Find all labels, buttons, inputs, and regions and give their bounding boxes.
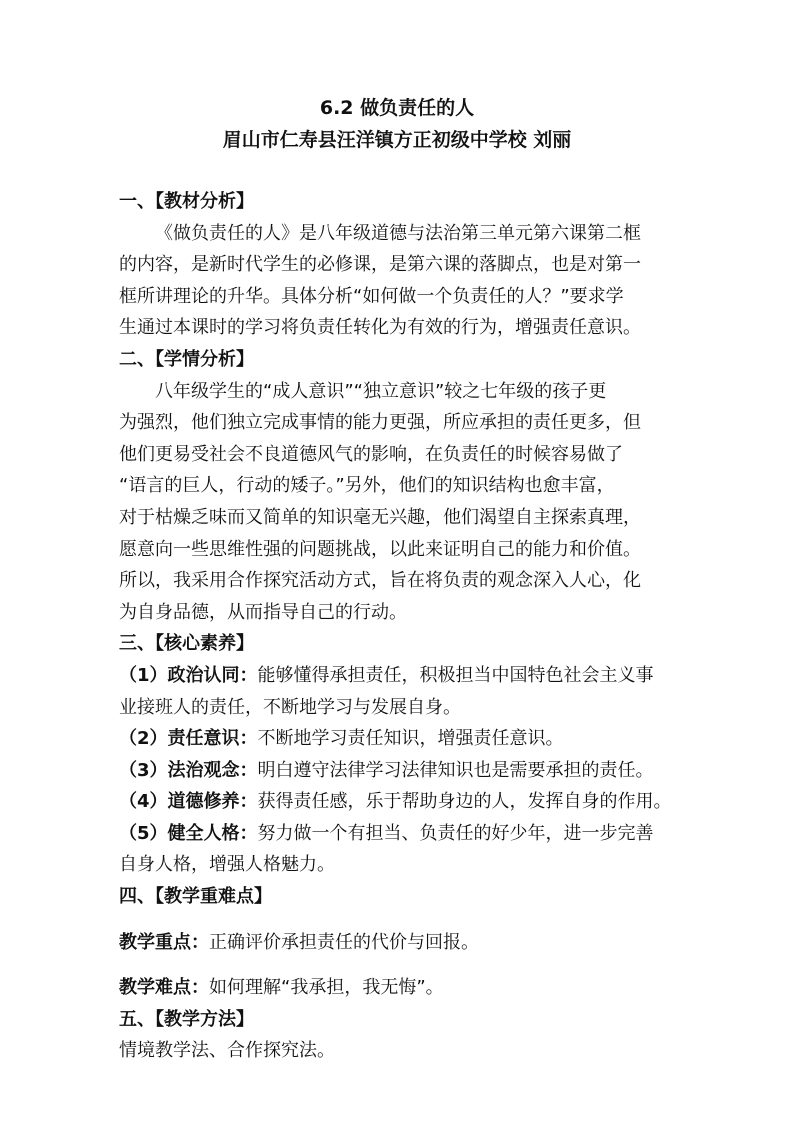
difficult-point-label: 教学难点：: [119, 977, 209, 999]
paragraph-line: 的内容，是新时代学生的必修课，是第六课的落脚点，也是对第一: [119, 254, 641, 276]
item-number: （3）: [119, 759, 168, 781]
item-text: 努力做一个有担当、负责任的好少年，进一步完善: [257, 822, 654, 844]
item-number: （2）: [119, 728, 168, 750]
item-text: 能够懂得承担责任，积极担当中国特色社会主义事: [257, 664, 654, 686]
literacy-item: [119, 755, 679, 787]
paragraph-line: 愿意向一些思维性强的问题挑战，以此来证明自己的能力和价值。: [119, 538, 641, 560]
section-heading-teaching-methods: 五、【教学方法】: [119, 1008, 254, 1030]
paragraph-line: 《做负责任的人》是八年级道德与法治第三单元第六课第二框: [155, 222, 641, 244]
literacy-item: [119, 723, 679, 755]
paragraph-line: 对于枯燥乏味而又简单的知识毫无兴趣，他们渴望自主探索真理，: [119, 506, 641, 528]
paragraph-line: 为自身品德，从而指导自己的行动。: [119, 601, 407, 623]
spacer: [119, 913, 679, 927]
author-line: 眉山市仁寿县汪洋镇方正初级中学校 刘丽: [222, 129, 572, 151]
section-heading-student-analysis: 二、【学情分析】: [119, 348, 254, 370]
item-number: （1）: [119, 664, 168, 686]
item-term: 法治观念：: [167, 759, 258, 781]
key-point-label: 教学重点：: [119, 931, 209, 953]
paragraph-line: 框所讲理论的升华。具体分析“如何做一个负责任的人？”要求学: [119, 285, 624, 307]
key-point-text: 正确评价承担责任的代价与回报。: [209, 931, 479, 953]
literacy-item: [119, 818, 679, 850]
item-text: 明白遵守法律学习法律知识也是需要承担的责任。: [257, 759, 654, 781]
paragraph-line: 八年级学生的“成人意识”“独立意识”较之七年级的孩子更: [155, 380, 607, 402]
paragraph-line: “语言的巨人，行动的矮子。”另外，他们的知识结构也愈丰富，: [119, 475, 615, 497]
title-block: [0, 92, 794, 156]
item-text: 不断地学习责任知识，增强责任意识。: [257, 728, 564, 750]
item-continuation: 自身人格，增强人格魅力。: [119, 854, 335, 876]
section-heading-textbook-analysis: 一、【教材分析】: [119, 191, 254, 212]
page-title: 6.2 做负责任的人: [319, 97, 475, 119]
spacer: [119, 958, 679, 972]
paragraph-line: 生通过本课时的学习将负责任转化为有效的行为，增强责任意识。: [119, 317, 641, 339]
section-heading-core-literacy: 三、【核心素养】: [119, 633, 254, 655]
literacy-item: [119, 786, 679, 818]
item-term: 责任意识：: [167, 728, 258, 750]
difficult-point: [119, 972, 679, 1004]
item-term: 健全人格：: [167, 822, 258, 844]
item-continuation: 业接班人的责任，不断地学习与发展自身。: [119, 696, 461, 718]
item-text: 获得责任感，乐于帮助身边的人，发挥自身的作用。: [257, 791, 672, 813]
paragraph-line: 他们更易受社会不良道德风气的影响，在负责任的时候容易做了: [119, 443, 623, 465]
literacy-item: [119, 660, 679, 692]
paragraph-line: 为强烈，他们独立完成事情的能力更强，所应承担的责任更多，但: [119, 412, 641, 434]
teaching-methods-text: 情境教学法、合作探究法。: [119, 1040, 335, 1062]
key-point: [119, 927, 679, 959]
paragraph-line: 所以，我采用合作探究活动方式，旨在将负责的观念深入人心，化: [119, 570, 641, 592]
document-body: [119, 186, 679, 1067]
section-heading-key-difficult-points: 四、【教学重难点】: [119, 886, 272, 908]
item-term: 政治认同：: [167, 664, 258, 686]
difficult-point-text: 如何理解“我承担，我无悔”。: [209, 977, 444, 999]
item-number: （4）: [119, 791, 168, 813]
item-term: 道德修养：: [167, 791, 258, 813]
item-number: （5）: [119, 822, 168, 844]
